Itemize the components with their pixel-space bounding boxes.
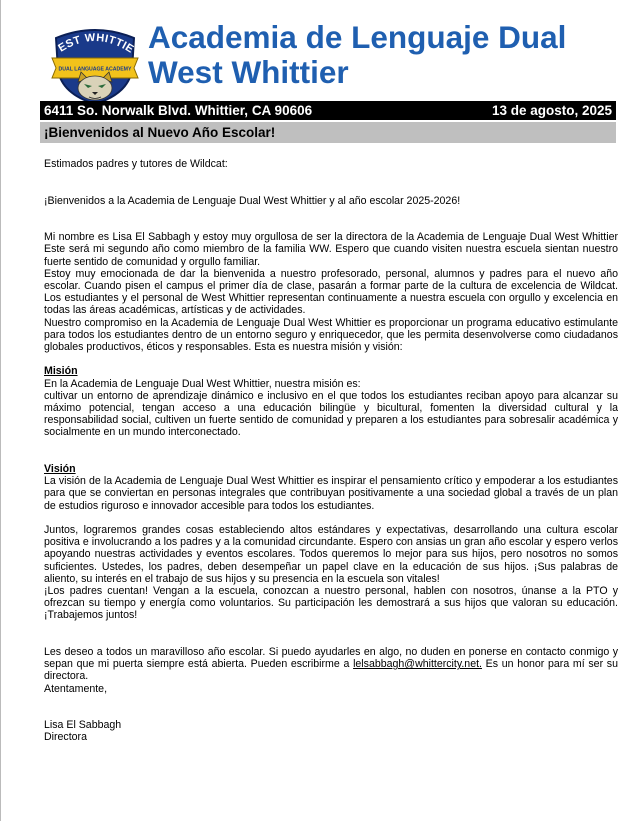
closing-text-end: Es un honor para mí ser su directora. bbox=[44, 658, 618, 683]
welcome-paragraph: Estoy muy emocionada de dar la bienvenida a nuestro profesorado, personal, alumnos y padres para el nuevo año escolar. Cuando pisen el campus el primer día de clase, pasarán a formar parte de la cultura de excelencia de Wildcat. Los estudiantes y el personal de West Whittier representan continuamente a nuestra escuela con orgullo y excelencia en todas las áreas académicas, artísticas y de actividades. bbox=[44, 267, 618, 317]
together-paragraph: Juntos, lograremos grandes cosas estableciendo altos estándares y expectativas, desarrollando una cultura escolar positiva e involucrando a los padres y a la comunidad circundante. Espero con ansias un gran año escolar y espero verlos apoyando nuestras actividades y eventos escolares. Todos queremos lo mejor para sus hijos, pero nosotros no somos suficientes. Ustedes, los padres, deben desempeñar un papel clave en la educación de sus hijos. ¡Sus palabras de aliento, su interés en el trabajo de sus hijos y su presencia en la escuela son vitales! bbox=[44, 523, 618, 585]
vision-text: La visión de la Academia de Lenguaje Dual West Whittier es inspirar el pensamiento crítico y empoderar a los estudiantes para que se conviertan en personas integrales que contribuyan positivamente a una sociedad global a través de un plan de estudios riguroso e innovador accesible para todos los estudiantes. bbox=[44, 475, 618, 512]
school-address: 6411 So. Norwalk Blvd. Whittier, CA 90606 bbox=[44, 103, 313, 118]
wildcat-mascot-icon bbox=[48, 24, 142, 106]
signature-title: Directora bbox=[44, 731, 87, 744]
closing-text: Les deseo a todos un maravilloso año escolar. Si puedo ayudarles en algo, no duden en ponerse en contacto conmigo y sepan que mi puerta siempre está abierta. Pueden escribirme a bbox=[44, 645, 618, 671]
wildcat-face bbox=[78, 72, 112, 100]
school-title bbox=[148, 20, 628, 90]
intro-paragraph: ¡Bienvenidos a la Academia de Lenguaje Dual West Whittier y al año escolar 2025-2026! bbox=[44, 194, 461, 207]
salutation: Estimados padres y tutores de Wildcat: bbox=[44, 158, 228, 170]
parents-paragraph: ¡Los padres cuentan! Vengan a la escuela, conozcan a nuestro personal, hablen con nosotros, únanse a la PTO y ofrezcan su tiempo y energía como voluntarios. Su participación les demostrará a sus hijos que valoran su educación. ¡Trabajemos juntos! bbox=[44, 584, 618, 622]
logo-arc-text: EST WHITTIE bbox=[56, 31, 136, 56]
page-edge-rule bbox=[0, 0, 1, 821]
introduction-paragraph: Mi nombre es Lisa El Sabbagh y estoy muy orgullosa de ser la directora de la Academia de Lenguaje Dual West Whittier Este será mi segundo año como miembro de la familia WW. Espero que cuando visiten nuestra escuela sientan nuestro fuerte sentido de comunidad y orgullo familiar. bbox=[44, 231, 618, 268]
signoff: Atentamente, bbox=[44, 682, 108, 695]
welcome-banner: ¡Bienvenidos al Nuevo Año Escolar! bbox=[40, 122, 616, 143]
mission-intro: En la Academia de Lenguaje Dual West Whittier, nuestra misión es: bbox=[44, 377, 361, 390]
vision-heading: Visión bbox=[44, 462, 76, 475]
email-link[interactable]: lelsabbagh@whittercity.net. bbox=[353, 658, 482, 671]
closing-paragraph bbox=[44, 646, 618, 683]
mission-heading: Misión bbox=[44, 365, 78, 378]
letter-date: 13 de agosto, 2025 bbox=[491, 103, 612, 118]
letter-body bbox=[44, 158, 618, 744]
address-bar bbox=[40, 101, 616, 120]
school-logo bbox=[48, 24, 142, 106]
signature-name: Lisa El Sabbagh bbox=[44, 719, 122, 732]
mission-text: cultivar un entorno de aprendizaje dinámico e inclusivo en el que todos los estudiantes reciban apoyo para alcanzar su máximo potencial, tengan acceso a una educación bilingüe y bicultural, fomenten la diversidad cultural y la responsabilidad social, cultiven un fuerte sentido de comunidad y preparen a los estudiantes para sobresalir académica y socialmente en un mundo interconectado. bbox=[44, 389, 618, 439]
logo-banner-text: DUAL LANGUAGE ACADEMY bbox=[58, 66, 132, 73]
school-title-line2: West Whittier bbox=[148, 54, 349, 90]
commitment-paragraph: Nuestro compromiso en la Academia de Lenguaje Dual West Whittier es proporcionar un programa educativo estimulante para todos los estudiantes dentro de un entorno seguro y enriquecedor, que les permita desenvolverse como ciudadanos globales productivos, éticos y responsables. Esta es nuestra misión y visión: bbox=[44, 316, 618, 353]
school-title-line1: Academia de Lenguaje Dual bbox=[148, 19, 567, 55]
